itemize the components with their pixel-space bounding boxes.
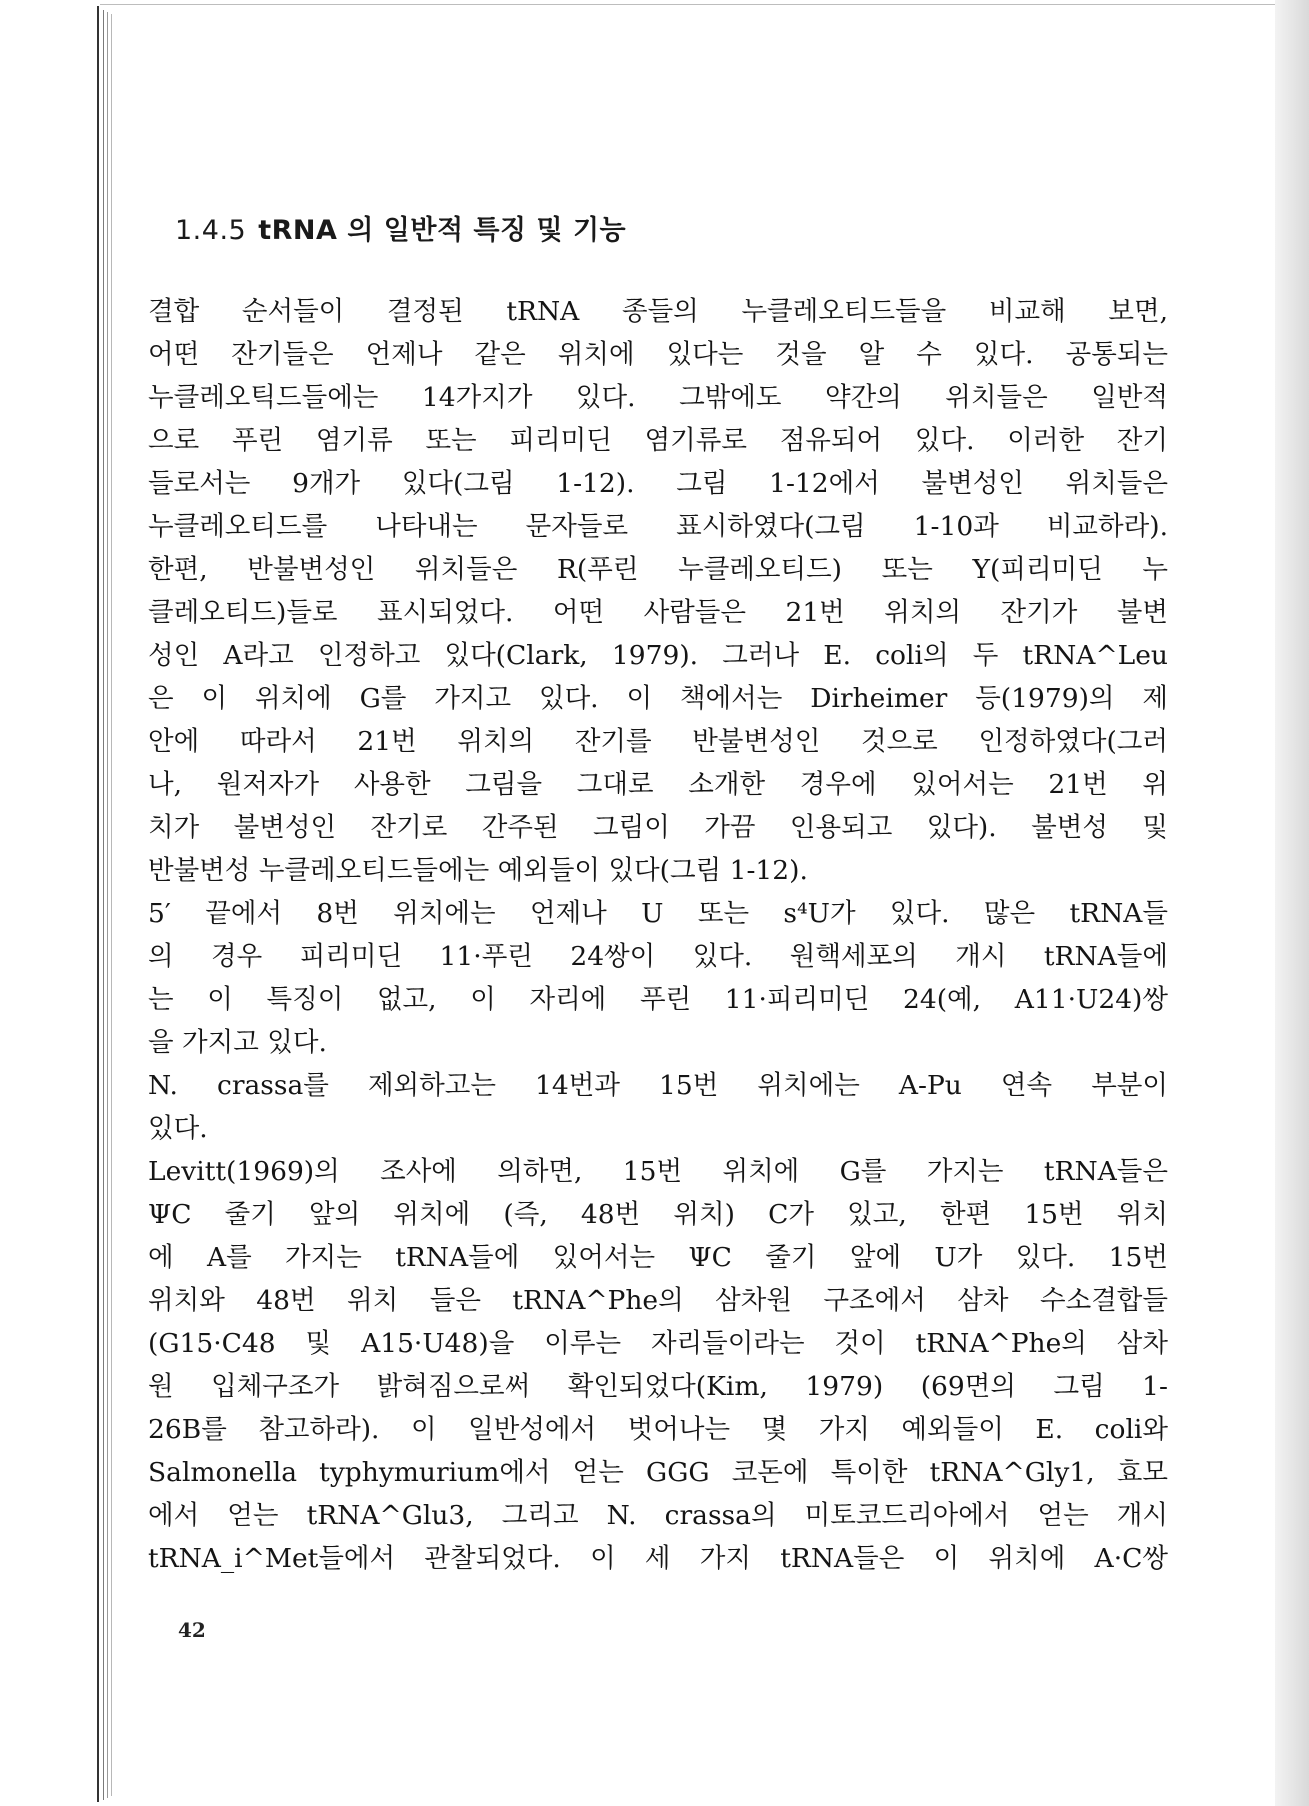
text-line: 에 A를 가지는 tRNA들에 있어서는 ΨC 줄기 앞에 U가 있다. 15번	[148, 1242, 1168, 1273]
page-right-shadow	[1275, 0, 1309, 1806]
page-edge	[111, 14, 112, 1796]
page-edge	[97, 6, 99, 1802]
text-line: 안에 따라서 21번 위치의 잔기를 반불변성인 것으로 인정하였다(그러	[148, 726, 1168, 757]
text-line: 있다.	[148, 1113, 208, 1144]
book-binding	[0, 0, 118, 1806]
text-line: 누클레오티드를 나타내는 문자들로 표시하였다(그림 1-10과 비교하라).	[148, 511, 1168, 542]
text-line: ΨC 줄기 앞의 위치에 (즉, 48번 위치) C가 있고, 한편 15번 위치	[148, 1199, 1168, 1230]
text-line: (G15·C48 및 A15·U48)을 이루는 자리들이라는 것이 tRNA^Phe의 삼차	[148, 1328, 1168, 1359]
text-line: 을 가지고 있다.	[148, 1027, 327, 1058]
text-line: 누클레오틱드들에는 14가지가 있다. 그밖에도 약간의 위치들은 일반적	[148, 382, 1168, 413]
page-edge	[103, 10, 104, 1800]
text-line: 26B를 참고하라). 이 일반성에서 벗어나는 몇 가지 예외들이 E. coli와	[148, 1414, 1168, 1445]
text-line: 성인 A라고 인정하고 있다(Clark, 1979). 그러나 E. coli의 두 tRNA^Leu	[148, 640, 1168, 671]
text-line: 반불변성 누클레오티드들에는 예외들이 있다(그림 1-12).	[148, 855, 808, 886]
section-heading	[175, 208, 626, 247]
text-line: tRNA_i^Met들에서 관찰되었다. 이 세 가지 tRNA들은 이 위치에 A·C쌍	[148, 1543, 1168, 1574]
text-line: 위치와 48번 위치 들은 tRNA^Phe의 삼차원 구조에서 삼차 수소결합들	[148, 1285, 1168, 1316]
text-line: 는 이 특징이 없고, 이 자리에 푸린 11·피리미딘 24(예, A11·U24)쌍	[148, 984, 1168, 1015]
text-line: N. crassa를 제외하고는 14번과 15번 위치에는 A-Pu 연속 부분이	[148, 1070, 1168, 1101]
text-line: 치가 불변성인 잔기로 간주된 그림이 가끔 인용되고 있다). 불변성 및	[148, 812, 1168, 843]
text-line: Salmonella typhymurium에서 얻는 GGG 코돈에 특이한 tRNA^Gly1, 효모	[148, 1457, 1168, 1488]
page-number: 42	[178, 1618, 206, 1642]
text-line: 들로서는 9개가 있다(그림 1-12). 그림 1-12에서 불변성인 위치들은	[148, 468, 1168, 499]
text-line: 의 경우 피리미딘 11·푸린 24쌍이 있다. 원핵세포의 개시 tRNA들에	[148, 941, 1168, 972]
text-line: 한편, 반불변성인 위치들은 R(푸린 누클레오티드) 또는 Y(피리미딘 누	[148, 554, 1168, 585]
text-line: 어떤 잔기들은 언제나 같은 위치에 있다는 것을 알 수 있다. 공통되는	[148, 339, 1168, 370]
text-line: 으로 푸린 염기류 또는 피리미딘 염기류로 점유되어 있다. 이러한 잔기	[148, 425, 1168, 456]
text-line: 원 입체구조가 밝혀짐으로써 확인되었다(Kim, 1979) (69면의 그림 1-	[148, 1371, 1168, 1402]
text-line: 에서 얻는 tRNA^Glu3, 그리고 N. crassa의 미토코드리아에서 얻는 개시	[148, 1500, 1168, 1531]
body-text	[148, 290, 1168, 1580]
text-line: 은 이 위치에 G를 가지고 있다. 이 책에서는 Dirheimer 등(1979)의 제	[148, 683, 1168, 714]
page-edge	[107, 12, 108, 1798]
text-line: Levitt(1969)의 조사에 의하면, 15번 위치에 G를 가지는 tRNA들은	[148, 1156, 1168, 1187]
text-line: 결합 순서들이 결정된 tRNA 종들의 누클레오티드들을 비교해 보면,	[148, 296, 1168, 327]
text-line: 나, 원저자가 사용한 그림을 그대로 소개한 경우에 있어서는 21번 위	[148, 769, 1168, 800]
section-title: tRNA 의 일반적 특징 및 기능	[258, 215, 627, 246]
section-number: 1.4.5	[175, 215, 247, 246]
text-line: 5′ 끝에서 8번 위치에는 언제나 U 또는 s⁴U가 있다. 많은 tRNA들	[148, 898, 1168, 929]
text-line: 클레오티드)들로 표시되었다. 어떤 사람들은 21번 위치의 잔기가 불변	[148, 597, 1168, 628]
